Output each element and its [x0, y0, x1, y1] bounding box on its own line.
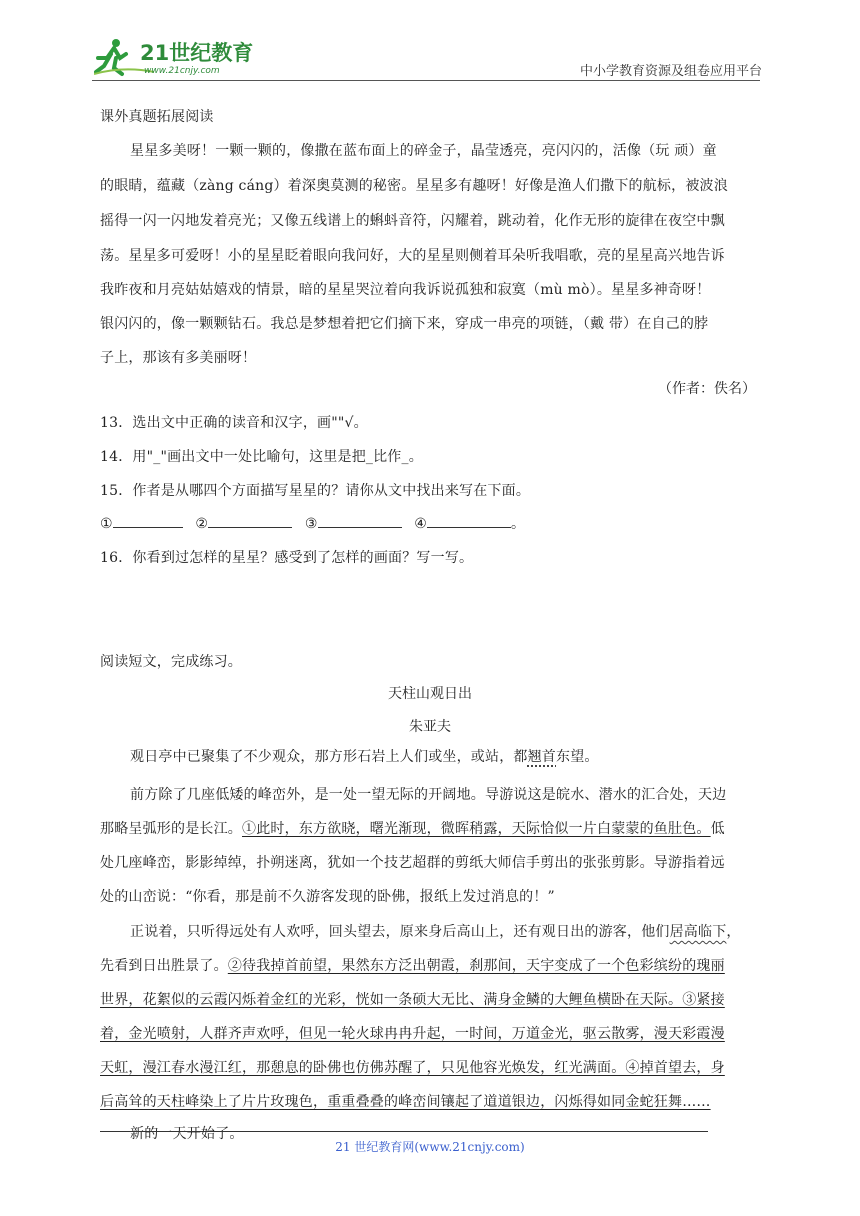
underlined-sentence: 着，金光喷射，人群齐声欢呼，但见一轮火球冉冉升起，一时间，万道金光，驱云散雾，漫天彩霞漫: [100, 1026, 725, 1042]
blank-label: ③: [304, 516, 318, 532]
answer-blank[interactable]: [113, 515, 183, 528]
header-divider: [92, 80, 760, 81]
underlined-sentence: ①此时，东方欲晓，曙光渐现，微晖稍露，天际恰似一片白蒙蒙的鱼肚色。: [242, 821, 711, 837]
question-13: 13．选出文中正确的读音和汉字，画""√。: [100, 415, 368, 431]
passage-line: 我昨夜和月亮姑姑嬉戏的情景，暗的星星哭泣着向我诉说孤独和寂寞（mù mò）。星星多神奇呀！: [100, 282, 711, 298]
section-heading: 课外真题拓展阅读: [100, 109, 214, 125]
logo-text: 21世纪教育: [140, 41, 254, 65]
instruction: 阅读短文，完成练习。: [100, 654, 242, 670]
paragraph-line: 新的一天开始了。: [130, 1126, 244, 1142]
footer-divider: [100, 1131, 708, 1132]
question-16: 16．你看到过怎样的星星？感受到了怎样的画面？写一写。: [100, 550, 474, 566]
platform-label: 中小学教育资源及组卷应用平台: [579, 64, 762, 79]
passage-line: 星星多美呀！一颗一颗的，像撒在蓝布面上的碎金子，晶莹透亮，亮闪闪的，活像（玩 顽）童: [130, 143, 717, 159]
paragraph-line: 前方除了几座低矮的峰峦外，是一处一望无际的开阔地。导游说这是皖水、潜水的汇合处，天边: [130, 787, 727, 803]
blank-label: ①: [100, 516, 113, 532]
passage-line: 荡。星星多可爱呀！小的星星眨着眼向我问好，大的星星则侧着耳朵听我唱歌，亮的星星高兴地告诉: [100, 248, 725, 264]
paragraph-line: 观日亭中已聚集了不少观众，那方形石岩上人们或坐，或站，都翘首东望。: [130, 749, 599, 765]
article-title: 天柱山观日出: [388, 686, 472, 702]
answer-blank[interactable]: [318, 515, 402, 528]
question-15: 15．作者是从哪四个方面描写星星的？请你从文中找出来写在下面。: [100, 483, 531, 499]
article-author: 朱亚夫: [409, 719, 451, 735]
wavy-word: 居高临下: [669, 924, 727, 940]
underlined-sentence: 后高耸的天柱峰染上了片片玫瑰色，重重叠叠的峰峦间镶起了道道银边，闪烁得如同金蛇狂舞……: [100, 1094, 711, 1110]
question-14: 14．用"_"画出文中一处比喻句，这里是把_比作_。: [100, 449, 423, 465]
author-credit: （作者：佚名）: [658, 381, 756, 397]
paragraph-line: 处的山峦说：“你看，那是前不久游客发现的卧佛，报纸上发过消息的！”: [100, 889, 555, 905]
paragraph-line: 先看到日出胜景了。②待我掉首前望，果然东方泛出朝霞，刹那间，天宇变成了一个色彩缤纷的瑰丽: [100, 958, 725, 974]
blank-label: ④: [414, 516, 428, 532]
footer-text: 21 世纪教育网(www.21cnjy.com): [335, 1140, 525, 1154]
passage-line: 子上，那该有多美丽呀！: [100, 350, 257, 366]
dotted-word: 翘首: [527, 749, 557, 765]
answer-blanks: ① ② ③ ④ 。: [100, 516, 526, 532]
passage-line: 摇得一闪一闪地发着亮光；又像五线谱上的蝌蚪音符，闪耀着，跳动着，化作无形的旋律在夜空中飘: [100, 213, 725, 229]
paragraph-line: 处几座峰峦，影影绰绰，扑朔迷离，犹如一个技艺超群的剪纸大师信手剪出的张张剪影。导游指着远: [100, 855, 725, 871]
site-logo: [94, 36, 262, 78]
answer-blank[interactable]: [427, 515, 511, 528]
underlined-sentence: 世界，花絮似的云霞闪烁着金红的光彩，恍如一条硕大无比、满身金鳞的大鲤鱼横卧在天际。③紧接: [100, 992, 725, 1008]
paragraph-line: 那略呈弧形的是长江。①此时，东方欲晓，曙光渐现，微晖稍露，天际恰似一片白蒙蒙的鱼肚色。低: [100, 821, 725, 837]
paragraph-line: 正说着，只听得远处有人欢呼，回头望去，原来身后高山上，还有观日出的游客，他们居高临下，: [130, 924, 741, 940]
underlined-sentence: ②待我掉首前望，果然东方泛出朝霞，刹那间，天宇变成了一个色彩缤纷的瑰丽: [227, 958, 725, 974]
underlined-sentence: 天虹，漫江春水漫江红，那憩息的卧佛也仿佛苏醒了，只见他容光焕发，红光满面。④掉首望去，身: [100, 1060, 725, 1076]
logo-url: www.21cnjy.com: [144, 66, 220, 76]
blank-label: ②: [195, 516, 209, 532]
passage-line: 银闪闪的，像一颗颗钻石。我总是梦想着把它们摘下来，穿成一串亮的项链，（戴 带）在自己的脖: [100, 316, 709, 332]
passage-line: 的眼睛，蕴藏（zàng cáng）着深奥莫测的秘密。星星多有趣呀！好像是渔人们撒下的航标，被波浪: [100, 178, 728, 194]
answer-blank[interactable]: [208, 515, 292, 528]
